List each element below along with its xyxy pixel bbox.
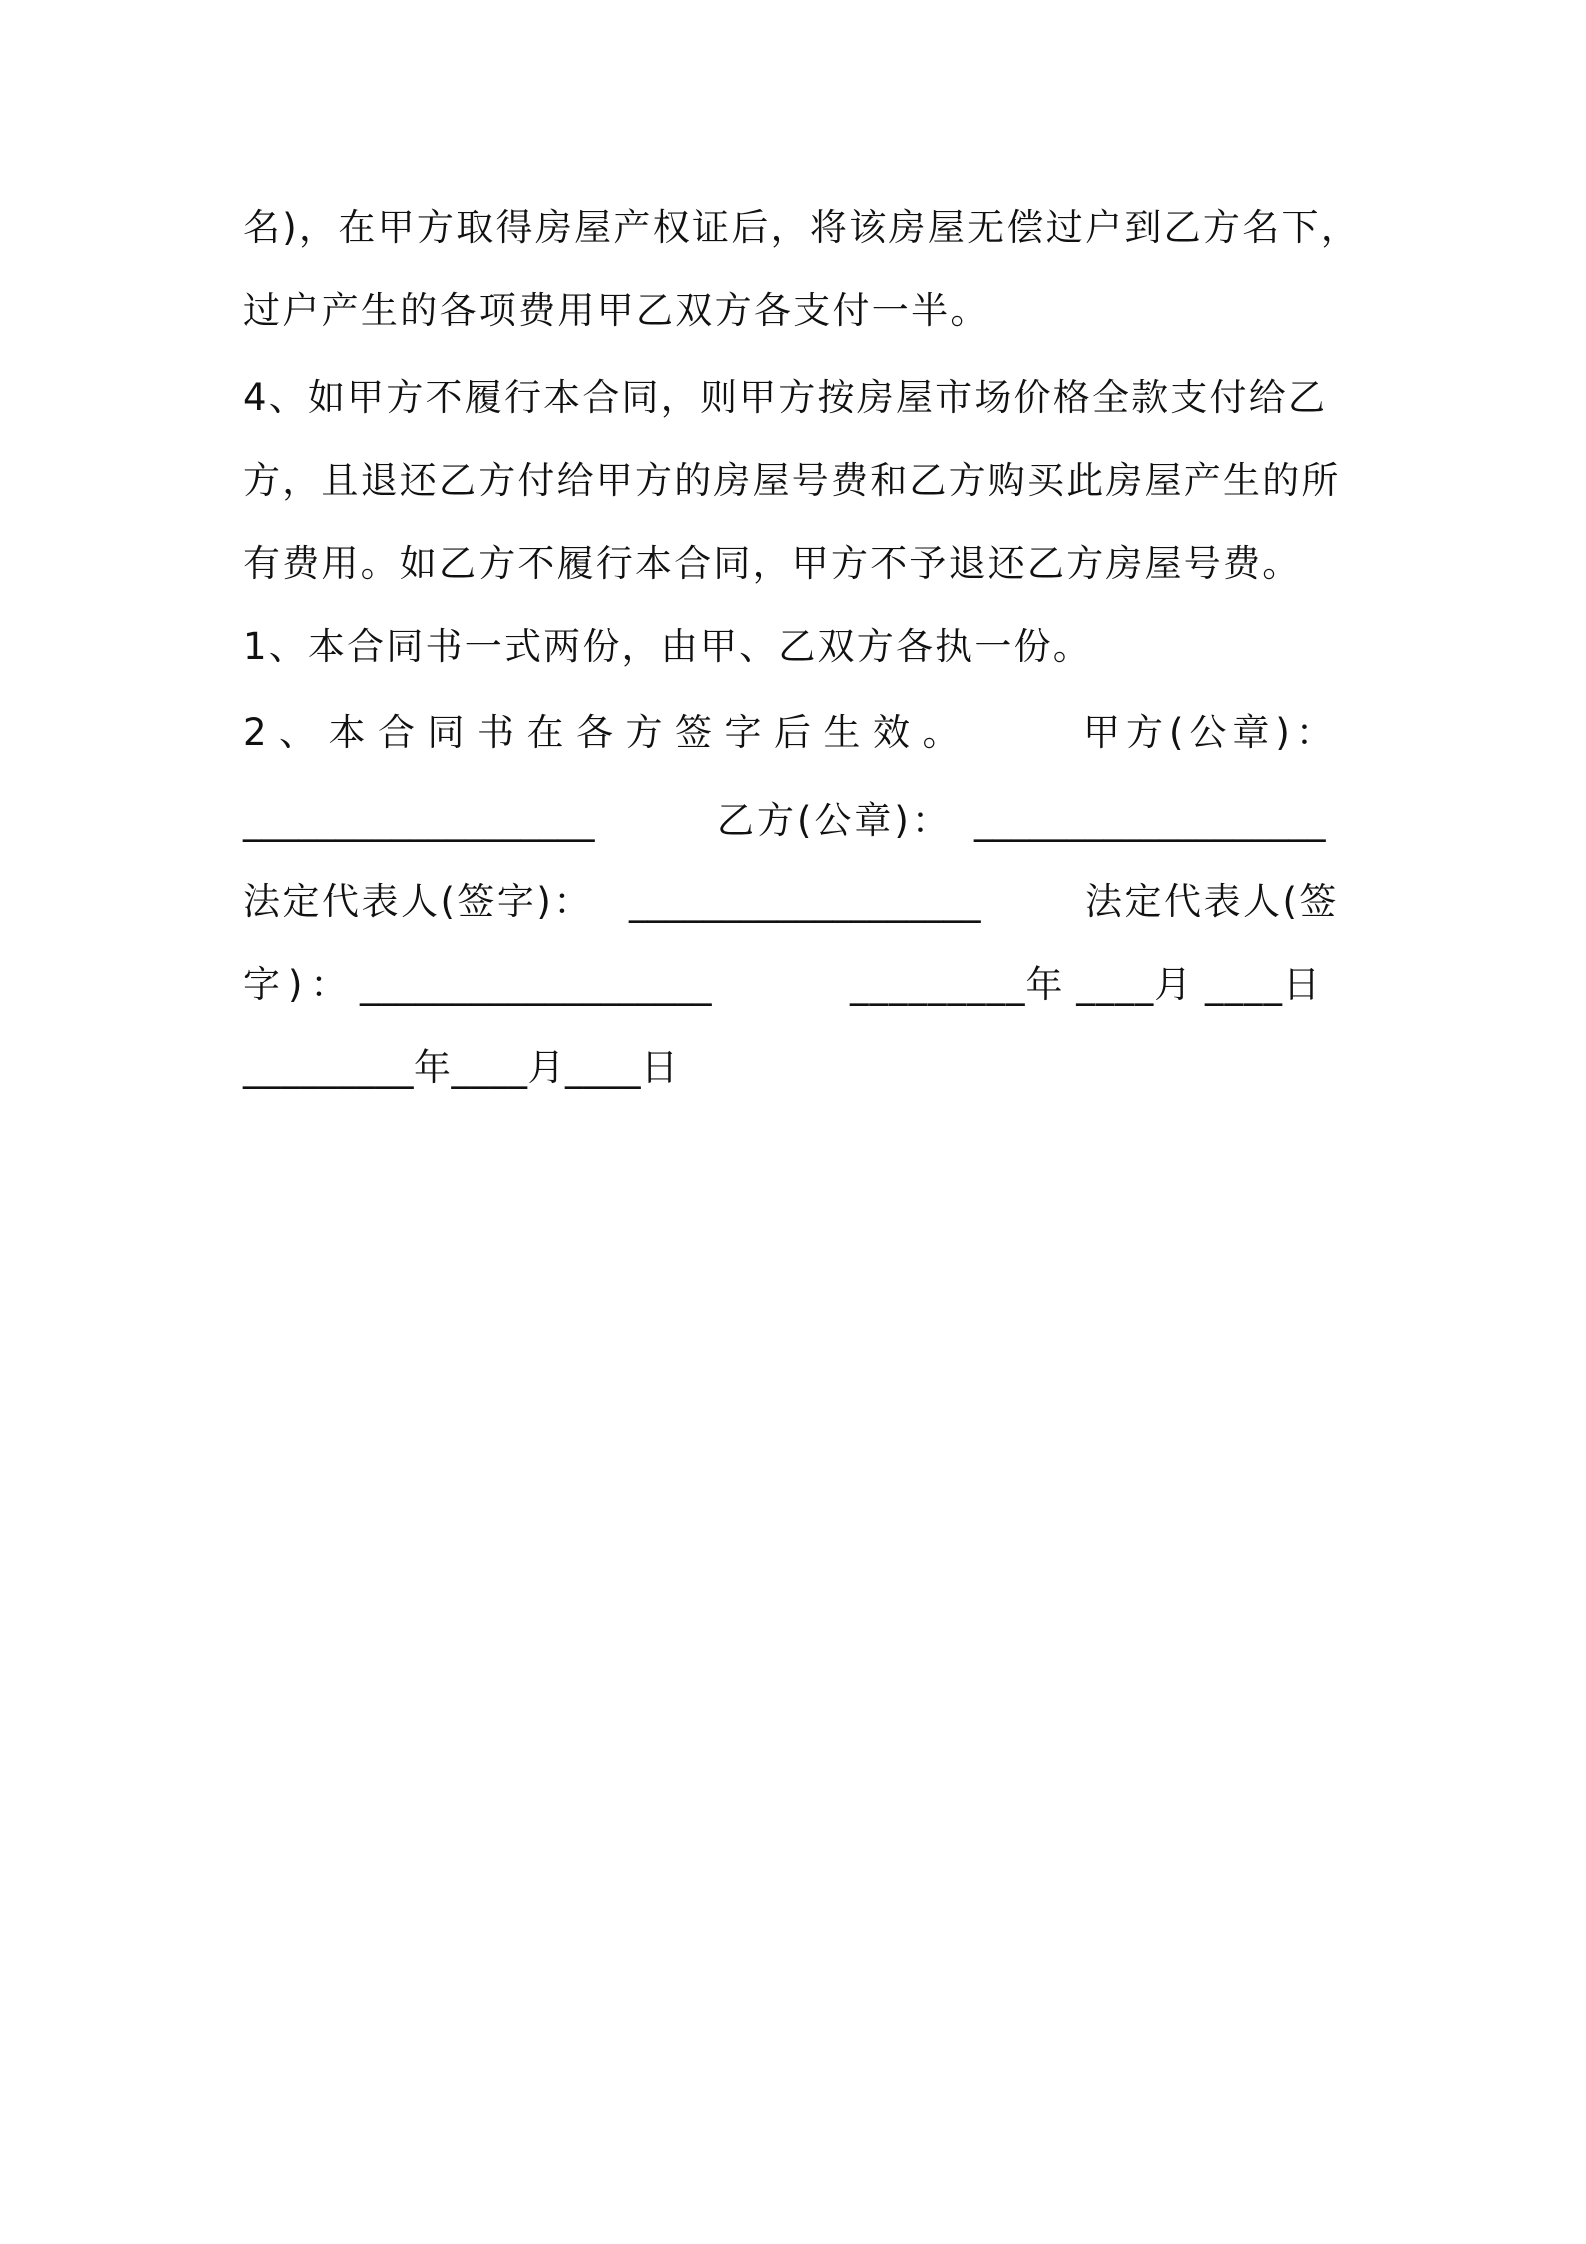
legal-rep-a-label: 法定代表人(签字)： — [243, 880, 593, 923]
party-b-signature-line: ___________________ — [974, 799, 1326, 842]
paragraph-line: 1、本合同书一式两份，由甲、乙双方各执一份。 — [243, 625, 1092, 668]
paragraph-line: 过户产生的各项费用甲乙双方各支付一半。 — [243, 289, 990, 332]
party-a-seal-label: 甲方(公章)： — [1083, 711, 1339, 754]
party-a-signature-line: ___________________ — [243, 799, 595, 842]
legal-rep-b-label-continued: 字)： — [243, 963, 356, 1006]
paragraph-line: 2、本合同书在各方签字后生效。 — [243, 711, 973, 754]
paragraph-line: 方，且退还乙方付给甲方的房屋号费和乙方购买此房屋产生的所 — [243, 459, 1341, 502]
paragraph-line: 4、如甲方不履行本合同，则甲方按房屋市场价格全款支付给乙 — [243, 376, 1328, 419]
date-a: _________年 ____月 ____日 — [850, 963, 1322, 1006]
party-b-seal-label: 乙方(公章)： — [717, 799, 952, 842]
date-b: _________年____月____日 — [243, 1046, 679, 1089]
legal-rep-b-signature-line: ___________________ — [360, 963, 712, 1006]
paragraph-line: 有费用。如乙方不履行本合同，甲方不予退还乙方房屋号费。 — [243, 542, 1302, 585]
legal-rep-b-label: 法定代表人(签 — [1085, 880, 1339, 923]
legal-rep-a-signature-line: ___________________ — [629, 880, 981, 923]
paragraph-line: 名)，在甲方取得房屋产权证后，将该房屋无偿过户到乙方名下， — [243, 206, 1361, 249]
